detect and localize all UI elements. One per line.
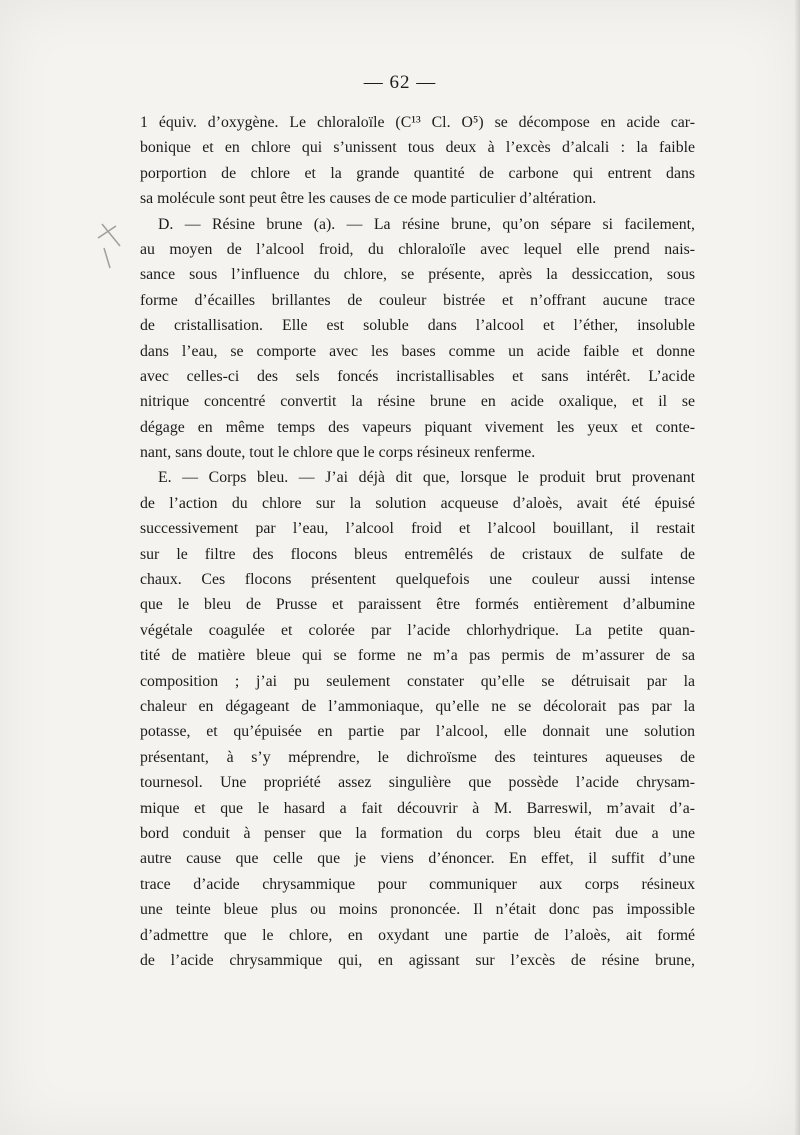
text-line: autre cause que celle que je viens d’énoncer. En effet, il suffit d’une	[140, 850, 695, 868]
text-line: chaleur en dégageant de l’ammoniaque, qu’elle ne se décolorait pas par la	[140, 697, 695, 715]
text-line: une teinte bleue plus ou moins prononcée. Il n’était donc pas impossible	[140, 901, 695, 919]
text-line: que le bleu de Prusse et paraissent être formés entièrement d’albumine	[140, 596, 695, 614]
body-text	[140, 110, 695, 973]
text-line: chaux. Ces flocons présentent quelquefois une couleur aussi intense	[140, 571, 695, 589]
text-line: bord conduit à penser que la formation du corps bleu était due a une	[140, 824, 695, 842]
text-line: végétale coagulée et colorée par l’acide chlorhydrique. La petite quan-	[140, 621, 695, 639]
text-line: porportion de chlore et la grande quantité de carbone qui entrent dans	[140, 164, 695, 182]
margin-pencil-mark	[90, 218, 130, 278]
text-line: au moyen de l’alcool froid, du chloraloïle avec lequel elle prend nais-	[140, 240, 695, 258]
text-line: potasse, et qu’épuisée en partie par l’alcool, elle donnait une solution	[140, 723, 695, 741]
text-line: tité de matière bleue qui se forme ne m’a pas permis de m’assurer de sa	[140, 647, 695, 665]
text-line: sa molécule sont peut être les causes de ce mode particulier d’altération.	[140, 190, 597, 208]
text-line: composition ; j’ai pu seulement constater qu’elle se détruisait par la	[140, 672, 695, 690]
text-line: forme d’écailles brillantes de couleur bistrée et n’offrant aucune trace	[140, 291, 695, 309]
text-line: nant, sans doute, tout le chlore que le corps résineux renferme.	[140, 444, 536, 462]
text-line: de l’acide chrysammique qui, en agissant sur l’excès de résine brune,	[140, 951, 695, 969]
text-line: tournesol. Une propriété assez singulière que possède l’acide chrysam-	[140, 774, 695, 792]
text-line: 1 équiv. d’oxygène. Le chloraloïle (C¹³ Cl. O⁵) se décompose en acide car-	[140, 114, 695, 131]
text-line: trace d’acide chrysammique pour communiquer aux corps résineux	[140, 875, 695, 893]
text-line: dégage en même temps des vapeurs piquant vivement les yeux et conte-	[140, 418, 695, 436]
text-line: de l’action du chlore sur la solution acqueuse d’aloès, avait été épuisé	[140, 494, 695, 512]
text-line: nitrique concentré convertit la résine brune en acide oxalique, et il se	[140, 393, 695, 411]
text-line: sur le filtre des flocons bleus entremêlés de cristaux de sulfate de	[140, 545, 695, 563]
text-line: successivement par l’eau, l’alcool froid et l’alcool bouillant, il restait	[140, 520, 695, 538]
text-line: dans l’eau, se comporte avec les bases comme un acide faible et donne	[140, 342, 695, 360]
text-line: présentant, à s’y méprendre, le dichroïsme des teintures aqueuses de	[140, 748, 695, 766]
text-line: d’admettre que le chlore, en oxydant une partie de l’aloès, ait formé	[140, 926, 695, 944]
text-line: mique et que le hasard a fait découvrir à M. Barreswil, m’avait d’a-	[140, 799, 695, 817]
text-line: bonique et en chlore qui s’unissent tous deux à l’excès d’alcali : la faible	[140, 139, 695, 157]
page-edge-shadow	[794, 0, 800, 1135]
page-number: — 62 —	[363, 72, 437, 93]
section-heading-line: D. — Résine brune (a). — La résine brune, qu’on sépare si facilement,	[158, 215, 695, 233]
text-line: avec celles-ci des sels foncés incristallisables et sans intérêt. L’acide	[140, 367, 695, 385]
text-line: sance sous l’influence du chlore, se présente, après la dessiccation, sous	[140, 266, 695, 284]
text-line: de cristallisation. Elle est soluble dans l’alcool et l’éther, insoluble	[140, 317, 695, 335]
section-heading-line: E. — Corps bleu. — J’ai déjà dit que, lorsque le produit brut provenant	[158, 469, 695, 487]
